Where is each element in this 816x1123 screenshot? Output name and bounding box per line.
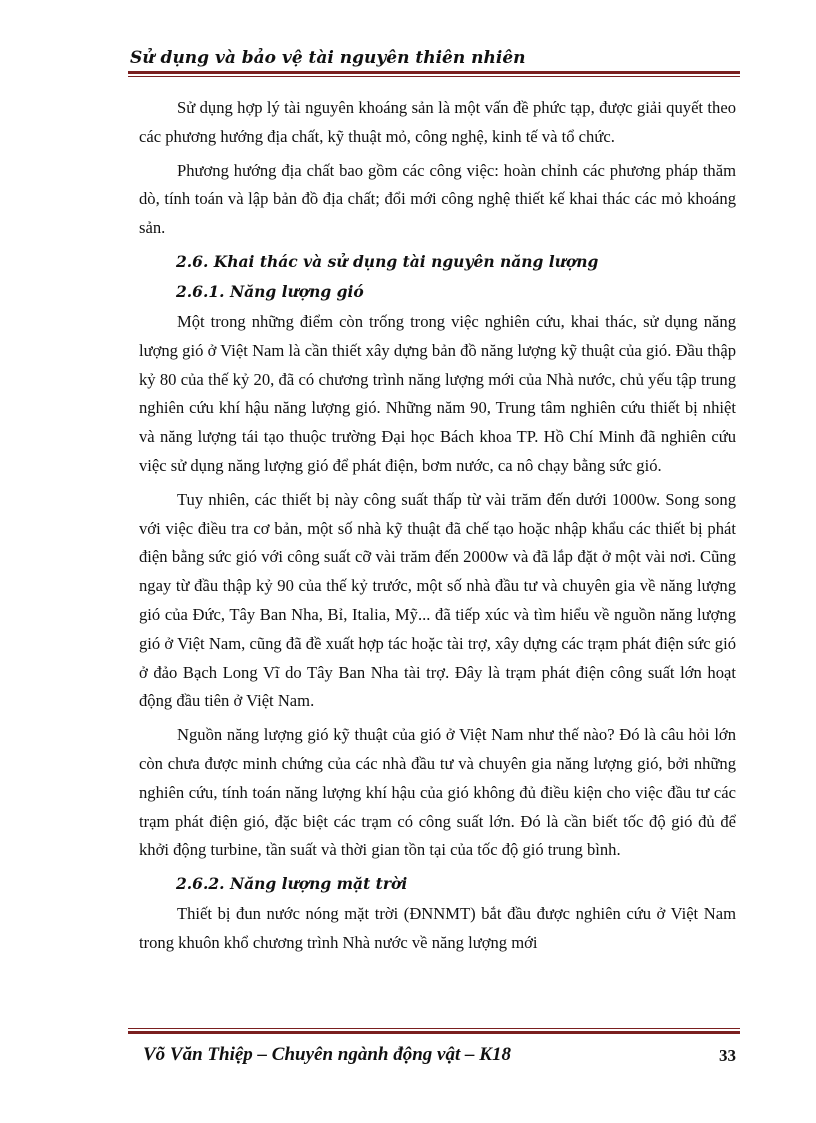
paragraph-geology-direction: Phương hướng địa chất bao gồm các công việc: hoàn chỉnh các phương pháp thăm dò, tính toán và lập bản đồ địa chất; đổi mới công nghệ thiết kế khai thác các mỏ khoáng sản.: [139, 160, 736, 238]
paragraph-mineral-use: Sử dụng hợp lý tài nguyên khoáng sản là một vấn đề phức tạp, được giải quyết theo các phương hướng địa chất, kỹ thuật mỏ, công nghệ, kinh tế và tổ chức.: [139, 98, 736, 146]
paragraph-solar-heater: Thiết bị đun nước nóng mặt trời (ĐNNMT) bắt đầu được nghiên cứu ở Việt Nam trong khuôn khổ chương trình Nhà nước về năng lượng mới: [139, 904, 736, 952]
running-header-title: Sử dụng và bảo vệ tài nguyên thiên nhiên: [130, 48, 526, 68]
footer-rule-thick: [128, 1031, 740, 1034]
paragraph-wind-equipment: Tuy nhiên, các thiết bị này công suất thấp từ vài trăm đến dưới 1000w. Song song với việc điều tra cơ bản, một số nhà kỹ thuật đã chế tạo hoặc nhập khẩu các thiết bị phát điện bằng sức gió với công suất cỡ vài trăm đến 2000w và đã lắp đặt ở một vài nơi. Cũng ngay từ đầu thập kỷ 90 của thế kỷ trước, một số nhà đầu tư và chuyên gia về năng lượng gió của Đức, Tây Ban Nha, Bỉ, Italia, Mỹ... đã tiếp xúc và tìm hiểu về nguồn năng lượng gió ở Việt Nam, cũng đã đề xuất hợp tác hoặc tài trợ, xây dựng các trạm phát điện sức gió ở đảo Bạch Long Vĩ do Tây Ban Nha tài trợ. Đây là trạm phát điện công suất lớn hoạt động đầu tiên ở Việt Nam.: [139, 489, 736, 711]
paragraph-wind-research: Một trong những điểm còn trống trong việc nghiên cứu, khai thác, sử dụng năng lượng gió ở Việt Nam là cần thiết xây dựng bản đồ năng lượng kỹ thuật của gió. Đầu thập kỷ 80 của thế kỷ 20, đã có chương trình năng lượng mới của Nhà nước, chủ yếu tập trung nghiên cứu khí hậu năng lượng gió. Những năm 90, Trung tâm nghiên cứu thiết bị nhiệt và năng lượng tái tạo thuộc trường Đại học Bách khoa TP. Hồ Chí Minh đã nghiên cứu việc sử dụng năng lượng gió để phát điện, bơm nước, ca nô chạy bằng sức gió.: [139, 311, 736, 475]
section-heading-2-6-1: 2.6.1. Năng lượng gió: [176, 281, 364, 301]
header-rule-thick: [128, 71, 740, 74]
body-content: [139, 94, 736, 963]
section-heading-2-6-2: 2.6.2. Năng lượng mặt trời: [176, 874, 408, 894]
footer-author: Võ Văn Thiệp – Chuyên ngành động vật – K18: [143, 1044, 511, 1065]
section-heading-2-6: 2.6. Khai thác và sử dụng tài nguyên năng lượng: [176, 251, 599, 271]
page-number: 33: [719, 1046, 736, 1065]
paragraph-wind-question: Nguồn năng lượng gió kỹ thuật của gió ở Việt Nam như thế nào? Đó là câu hỏi lớn còn chưa được minh chứng của các nhà đầu tư và chuyên gia năng lượng gió, bởi những nghiên cứu, tính toán năng lượng khí hậu của gió không đủ điều kiện cho việc đầu tư các trạm phát điện gió, đặc biệt các trạm có công suất lớn. Đó là cần biết tốc độ gió đủ để khởi động turbine, tần suất và thời gian tồn tại của tốc độ gió trung bình.: [139, 725, 736, 860]
header-rule-thin: [128, 76, 740, 77]
footer-rule-thin: [128, 1028, 740, 1029]
